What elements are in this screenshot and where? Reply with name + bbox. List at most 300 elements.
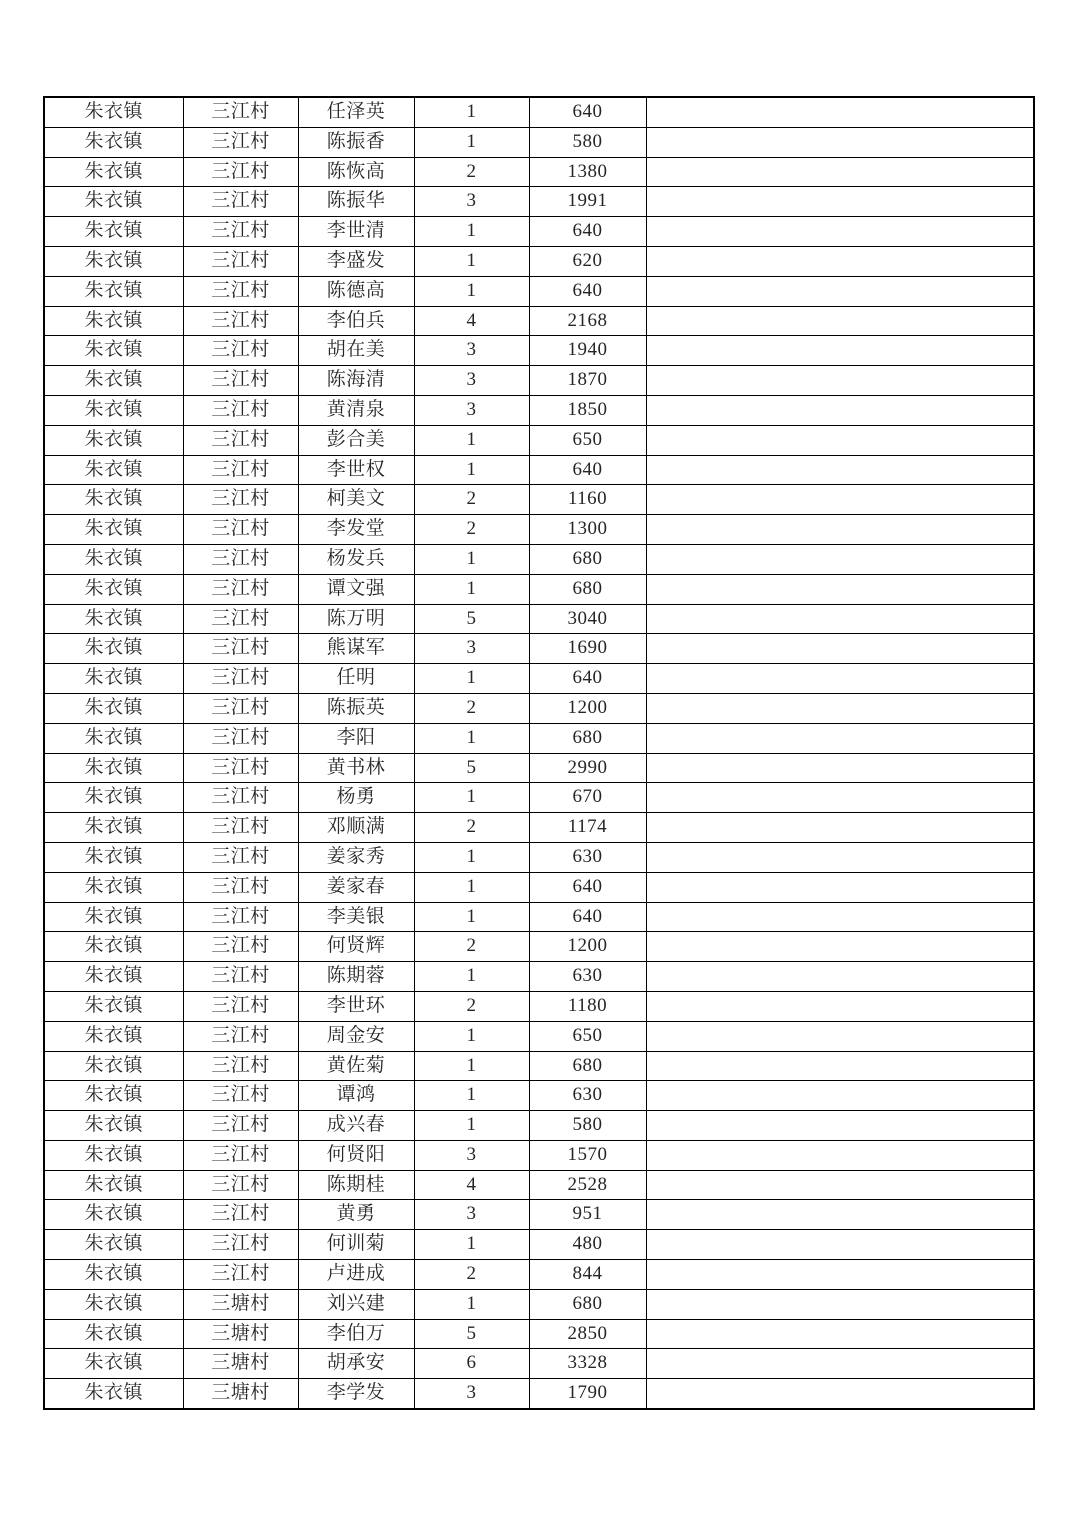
table-row	[44, 693, 1034, 723]
table-row	[44, 634, 1034, 664]
person-name-cell: 胡在美	[298, 336, 414, 366]
table-row	[44, 1200, 1034, 1230]
count-cell: 3	[414, 395, 529, 425]
table-row	[44, 187, 1034, 217]
person-name-cell: 陈期桂	[298, 1170, 414, 1200]
amount-cell: 640	[529, 97, 646, 127]
amount-cell: 680	[529, 544, 646, 574]
amount-cell: 680	[529, 1051, 646, 1081]
village-cell: 三江村	[183, 366, 298, 396]
village-cell: 三江村	[183, 962, 298, 992]
notes-cell	[646, 1200, 1034, 1230]
person-name-cell: 周金安	[298, 1021, 414, 1051]
village-cell: 三塘村	[183, 1379, 298, 1409]
town-cell: 朱衣镇	[44, 1200, 183, 1230]
table-row	[44, 1230, 1034, 1260]
table-row	[44, 902, 1034, 932]
person-name-cell: 陈海清	[298, 366, 414, 396]
notes-cell	[646, 783, 1034, 813]
table-row	[44, 1051, 1034, 1081]
person-name-cell: 彭合美	[298, 425, 414, 455]
town-cell: 朱衣镇	[44, 902, 183, 932]
village-cell: 三江村	[183, 97, 298, 127]
village-cell: 三江村	[183, 1230, 298, 1260]
count-cell: 4	[414, 1170, 529, 1200]
town-cell: 朱衣镇	[44, 1021, 183, 1051]
person-name-cell: 陈振香	[298, 127, 414, 157]
notes-cell	[646, 1230, 1034, 1260]
count-cell: 3	[414, 1140, 529, 1170]
table-row	[44, 1289, 1034, 1319]
amount-cell: 680	[529, 574, 646, 604]
table-row	[44, 127, 1034, 157]
notes-cell	[646, 366, 1034, 396]
person-name-cell: 姜家秀	[298, 842, 414, 872]
subsidy-table	[43, 96, 1035, 1410]
notes-cell	[646, 455, 1034, 485]
town-cell: 朱衣镇	[44, 97, 183, 127]
village-cell: 三江村	[183, 336, 298, 366]
village-cell: 三江村	[183, 1021, 298, 1051]
count-cell: 2	[414, 485, 529, 515]
table-row	[44, 753, 1034, 783]
count-cell: 2	[414, 932, 529, 962]
person-name-cell: 黄书林	[298, 753, 414, 783]
notes-cell	[646, 1260, 1034, 1290]
table-row	[44, 723, 1034, 753]
town-cell: 朱衣镇	[44, 1081, 183, 1111]
table-row	[44, 1260, 1034, 1290]
table-row	[44, 276, 1034, 306]
notes-cell	[646, 515, 1034, 545]
table-row	[44, 842, 1034, 872]
count-cell: 1	[414, 1230, 529, 1260]
person-name-cell: 李学发	[298, 1379, 414, 1409]
count-cell: 2	[414, 693, 529, 723]
amount-cell: 640	[529, 664, 646, 694]
amount-cell: 670	[529, 783, 646, 813]
person-name-cell: 何贤阳	[298, 1140, 414, 1170]
village-cell: 三江村	[183, 276, 298, 306]
notes-cell	[646, 276, 1034, 306]
notes-cell	[646, 1051, 1034, 1081]
amount-cell: 1380	[529, 157, 646, 187]
village-cell: 三江村	[183, 395, 298, 425]
table-row	[44, 574, 1034, 604]
town-cell: 朱衣镇	[44, 932, 183, 962]
town-cell: 朱衣镇	[44, 1260, 183, 1290]
amount-cell: 680	[529, 1289, 646, 1319]
table-row	[44, 336, 1034, 366]
count-cell: 3	[414, 336, 529, 366]
town-cell: 朱衣镇	[44, 783, 183, 813]
village-cell: 三江村	[183, 783, 298, 813]
notes-cell	[646, 1289, 1034, 1319]
notes-cell	[646, 574, 1034, 604]
village-cell: 三江村	[183, 515, 298, 545]
count-cell: 5	[414, 1319, 529, 1349]
person-name-cell: 李世清	[298, 217, 414, 247]
table-row	[44, 306, 1034, 336]
count-cell: 1	[414, 574, 529, 604]
table-row	[44, 1021, 1034, 1051]
town-cell: 朱衣镇	[44, 574, 183, 604]
table-row	[44, 455, 1034, 485]
town-cell: 朱衣镇	[44, 246, 183, 276]
person-name-cell: 陈万明	[298, 604, 414, 634]
count-cell: 2	[414, 157, 529, 187]
person-name-cell: 黄清泉	[298, 395, 414, 425]
town-cell: 朱衣镇	[44, 515, 183, 545]
town-cell: 朱衣镇	[44, 872, 183, 902]
village-cell: 三江村	[183, 872, 298, 902]
amount-cell: 951	[529, 1200, 646, 1230]
person-name-cell: 卢进成	[298, 1260, 414, 1290]
amount-cell: 640	[529, 455, 646, 485]
notes-cell	[646, 1081, 1034, 1111]
town-cell: 朱衣镇	[44, 157, 183, 187]
count-cell: 1	[414, 1289, 529, 1319]
amount-cell: 680	[529, 723, 646, 753]
town-cell: 朱衣镇	[44, 395, 183, 425]
village-cell: 三江村	[183, 157, 298, 187]
town-cell: 朱衣镇	[44, 455, 183, 485]
village-cell: 三江村	[183, 544, 298, 574]
count-cell: 1	[414, 97, 529, 127]
person-name-cell: 邓顺满	[298, 813, 414, 843]
person-name-cell: 陈振华	[298, 187, 414, 217]
person-name-cell: 李发堂	[298, 515, 414, 545]
notes-cell	[646, 544, 1034, 574]
amount-cell: 1940	[529, 336, 646, 366]
notes-cell	[646, 246, 1034, 276]
notes-cell	[646, 425, 1034, 455]
village-cell: 三江村	[183, 246, 298, 276]
village-cell: 三江村	[183, 991, 298, 1021]
amount-cell: 620	[529, 246, 646, 276]
count-cell: 1	[414, 872, 529, 902]
village-cell: 三江村	[183, 127, 298, 157]
notes-cell	[646, 932, 1034, 962]
village-cell: 三江村	[183, 664, 298, 694]
count-cell: 1	[414, 1051, 529, 1081]
count-cell: 1	[414, 425, 529, 455]
person-name-cell: 柯美文	[298, 485, 414, 515]
village-cell: 三江村	[183, 813, 298, 843]
village-cell: 三江村	[183, 217, 298, 247]
count-cell: 1	[414, 276, 529, 306]
amount-cell: 640	[529, 902, 646, 932]
town-cell: 朱衣镇	[44, 187, 183, 217]
town-cell: 朱衣镇	[44, 664, 183, 694]
count-cell: 6	[414, 1349, 529, 1379]
table-row	[44, 1081, 1034, 1111]
person-name-cell: 李盛发	[298, 246, 414, 276]
village-cell: 三塘村	[183, 1319, 298, 1349]
notes-cell	[646, 485, 1034, 515]
count-cell: 2	[414, 991, 529, 1021]
count-cell: 4	[414, 306, 529, 336]
town-cell: 朱衣镇	[44, 485, 183, 515]
village-cell: 三塘村	[183, 1289, 298, 1319]
village-cell: 三江村	[183, 1081, 298, 1111]
table-row	[44, 872, 1034, 902]
person-name-cell: 胡承安	[298, 1349, 414, 1379]
notes-cell	[646, 336, 1034, 366]
table-row	[44, 217, 1034, 247]
count-cell: 1	[414, 127, 529, 157]
notes-cell	[646, 693, 1034, 723]
town-cell: 朱衣镇	[44, 425, 183, 455]
amount-cell: 630	[529, 962, 646, 992]
notes-cell	[646, 842, 1034, 872]
village-cell: 三江村	[183, 574, 298, 604]
notes-cell	[646, 1111, 1034, 1141]
table-row	[44, 1140, 1034, 1170]
count-cell: 1	[414, 246, 529, 276]
person-name-cell: 何贤辉	[298, 932, 414, 962]
notes-cell	[646, 97, 1034, 127]
town-cell: 朱衣镇	[44, 1319, 183, 1349]
person-name-cell: 李伯万	[298, 1319, 414, 1349]
village-cell: 三江村	[183, 1260, 298, 1290]
town-cell: 朱衣镇	[44, 336, 183, 366]
amount-cell: 1690	[529, 634, 646, 664]
notes-cell	[646, 306, 1034, 336]
count-cell: 1	[414, 1021, 529, 1051]
notes-cell	[646, 723, 1034, 753]
person-name-cell: 李世环	[298, 991, 414, 1021]
count-cell: 3	[414, 634, 529, 664]
village-cell: 三塘村	[183, 1349, 298, 1379]
table-row	[44, 246, 1034, 276]
count-cell: 1	[414, 455, 529, 485]
town-cell: 朱衣镇	[44, 1140, 183, 1170]
notes-cell	[646, 872, 1034, 902]
amount-cell: 580	[529, 1111, 646, 1141]
village-cell: 三江村	[183, 425, 298, 455]
table-row	[44, 962, 1034, 992]
notes-cell	[646, 157, 1034, 187]
notes-cell	[646, 187, 1034, 217]
amount-cell: 1870	[529, 366, 646, 396]
amount-cell: 640	[529, 276, 646, 306]
person-name-cell: 陈德高	[298, 276, 414, 306]
table-row	[44, 1379, 1034, 1409]
village-cell: 三江村	[183, 485, 298, 515]
table-row	[44, 991, 1034, 1021]
amount-cell: 1180	[529, 991, 646, 1021]
town-cell: 朱衣镇	[44, 1111, 183, 1141]
amount-cell: 630	[529, 842, 646, 872]
table-row	[44, 604, 1034, 634]
village-cell: 三江村	[183, 902, 298, 932]
person-name-cell: 成兴春	[298, 1111, 414, 1141]
town-cell: 朱衣镇	[44, 1379, 183, 1409]
person-name-cell: 谭鸿	[298, 1081, 414, 1111]
village-cell: 三江村	[183, 1200, 298, 1230]
town-cell: 朱衣镇	[44, 991, 183, 1021]
count-cell: 5	[414, 753, 529, 783]
count-cell: 1	[414, 962, 529, 992]
amount-cell: 3328	[529, 1349, 646, 1379]
count-cell: 1	[414, 783, 529, 813]
village-cell: 三江村	[183, 1111, 298, 1141]
table-row	[44, 515, 1034, 545]
town-cell: 朱衣镇	[44, 842, 183, 872]
amount-cell: 2850	[529, 1319, 646, 1349]
count-cell: 2	[414, 813, 529, 843]
table-row	[44, 1349, 1034, 1379]
village-cell: 三江村	[183, 455, 298, 485]
count-cell: 1	[414, 1111, 529, 1141]
table-row	[44, 1111, 1034, 1141]
amount-cell: 480	[529, 1230, 646, 1260]
person-name-cell: 陈振英	[298, 693, 414, 723]
table-row	[44, 813, 1034, 843]
town-cell: 朱衣镇	[44, 276, 183, 306]
notes-cell	[646, 1349, 1034, 1379]
person-name-cell: 任泽英	[298, 97, 414, 127]
count-cell: 2	[414, 515, 529, 545]
notes-cell	[646, 1319, 1034, 1349]
notes-cell	[646, 604, 1034, 634]
town-cell: 朱衣镇	[44, 1289, 183, 1319]
village-cell: 三江村	[183, 753, 298, 783]
village-cell: 三江村	[183, 723, 298, 753]
amount-cell: 2528	[529, 1170, 646, 1200]
town-cell: 朱衣镇	[44, 723, 183, 753]
amount-cell: 2168	[529, 306, 646, 336]
amount-cell: 1300	[529, 515, 646, 545]
village-cell: 三江村	[183, 1140, 298, 1170]
table-row	[44, 1319, 1034, 1349]
notes-cell	[646, 991, 1034, 1021]
count-cell: 3	[414, 1200, 529, 1230]
amount-cell: 3040	[529, 604, 646, 634]
count-cell: 1	[414, 842, 529, 872]
town-cell: 朱衣镇	[44, 634, 183, 664]
person-name-cell: 陈期蓉	[298, 962, 414, 992]
table-row	[44, 544, 1034, 574]
village-cell: 三江村	[183, 187, 298, 217]
count-cell: 3	[414, 366, 529, 396]
village-cell: 三江村	[183, 604, 298, 634]
table-row	[44, 664, 1034, 694]
person-name-cell: 李阳	[298, 723, 414, 753]
amount-cell: 1200	[529, 932, 646, 962]
amount-cell: 1790	[529, 1379, 646, 1409]
table-row	[44, 485, 1034, 515]
town-cell: 朱衣镇	[44, 1230, 183, 1260]
amount-cell: 650	[529, 1021, 646, 1051]
table-row	[44, 425, 1034, 455]
notes-cell	[646, 395, 1034, 425]
notes-cell	[646, 813, 1034, 843]
notes-cell	[646, 1140, 1034, 1170]
town-cell: 朱衣镇	[44, 1170, 183, 1200]
person-name-cell: 何训菊	[298, 1230, 414, 1260]
table-row	[44, 932, 1034, 962]
person-name-cell: 谭文强	[298, 574, 414, 604]
amount-cell: 2990	[529, 753, 646, 783]
village-cell: 三江村	[183, 1170, 298, 1200]
count-cell: 3	[414, 187, 529, 217]
person-name-cell: 黄佐菊	[298, 1051, 414, 1081]
town-cell: 朱衣镇	[44, 306, 183, 336]
amount-cell: 580	[529, 127, 646, 157]
count-cell: 5	[414, 604, 529, 634]
amount-cell: 630	[529, 1081, 646, 1111]
notes-cell	[646, 634, 1034, 664]
count-cell: 1	[414, 1081, 529, 1111]
town-cell: 朱衣镇	[44, 1349, 183, 1379]
person-name-cell: 李美银	[298, 902, 414, 932]
amount-cell: 640	[529, 872, 646, 902]
count-cell: 1	[414, 723, 529, 753]
table-row	[44, 157, 1034, 187]
notes-cell	[646, 753, 1034, 783]
amount-cell: 844	[529, 1260, 646, 1290]
table-row	[44, 395, 1034, 425]
person-name-cell: 陈恢高	[298, 157, 414, 187]
village-cell: 三江村	[183, 634, 298, 664]
amount-cell: 1991	[529, 187, 646, 217]
town-cell: 朱衣镇	[44, 366, 183, 396]
table-row	[44, 1170, 1034, 1200]
count-cell: 1	[414, 664, 529, 694]
village-cell: 三江村	[183, 306, 298, 336]
town-cell: 朱衣镇	[44, 127, 183, 157]
town-cell: 朱衣镇	[44, 813, 183, 843]
amount-cell: 1174	[529, 813, 646, 843]
amount-cell: 650	[529, 425, 646, 455]
village-cell: 三江村	[183, 1051, 298, 1081]
table-body	[44, 97, 1034, 1409]
amount-cell: 1200	[529, 693, 646, 723]
notes-cell	[646, 1379, 1034, 1409]
town-cell: 朱衣镇	[44, 962, 183, 992]
table-row	[44, 366, 1034, 396]
table-row	[44, 97, 1034, 127]
notes-cell	[646, 217, 1034, 247]
amount-cell: 1570	[529, 1140, 646, 1170]
notes-cell	[646, 664, 1034, 694]
town-cell: 朱衣镇	[44, 1051, 183, 1081]
notes-cell	[646, 902, 1034, 932]
amount-cell: 1160	[529, 485, 646, 515]
person-name-cell: 黄勇	[298, 1200, 414, 1230]
person-name-cell: 姜家春	[298, 872, 414, 902]
notes-cell	[646, 127, 1034, 157]
count-cell: 1	[414, 544, 529, 574]
village-cell: 三江村	[183, 693, 298, 723]
town-cell: 朱衣镇	[44, 544, 183, 574]
table-row	[44, 783, 1034, 813]
person-name-cell: 李世权	[298, 455, 414, 485]
town-cell: 朱衣镇	[44, 604, 183, 634]
count-cell: 2	[414, 1260, 529, 1290]
town-cell: 朱衣镇	[44, 693, 183, 723]
count-cell: 1	[414, 902, 529, 932]
count-cell: 1	[414, 217, 529, 247]
person-name-cell: 杨发兵	[298, 544, 414, 574]
count-cell: 3	[414, 1379, 529, 1409]
amount-cell: 640	[529, 217, 646, 247]
amount-cell: 1850	[529, 395, 646, 425]
person-name-cell: 任明	[298, 664, 414, 694]
village-cell: 三江村	[183, 932, 298, 962]
